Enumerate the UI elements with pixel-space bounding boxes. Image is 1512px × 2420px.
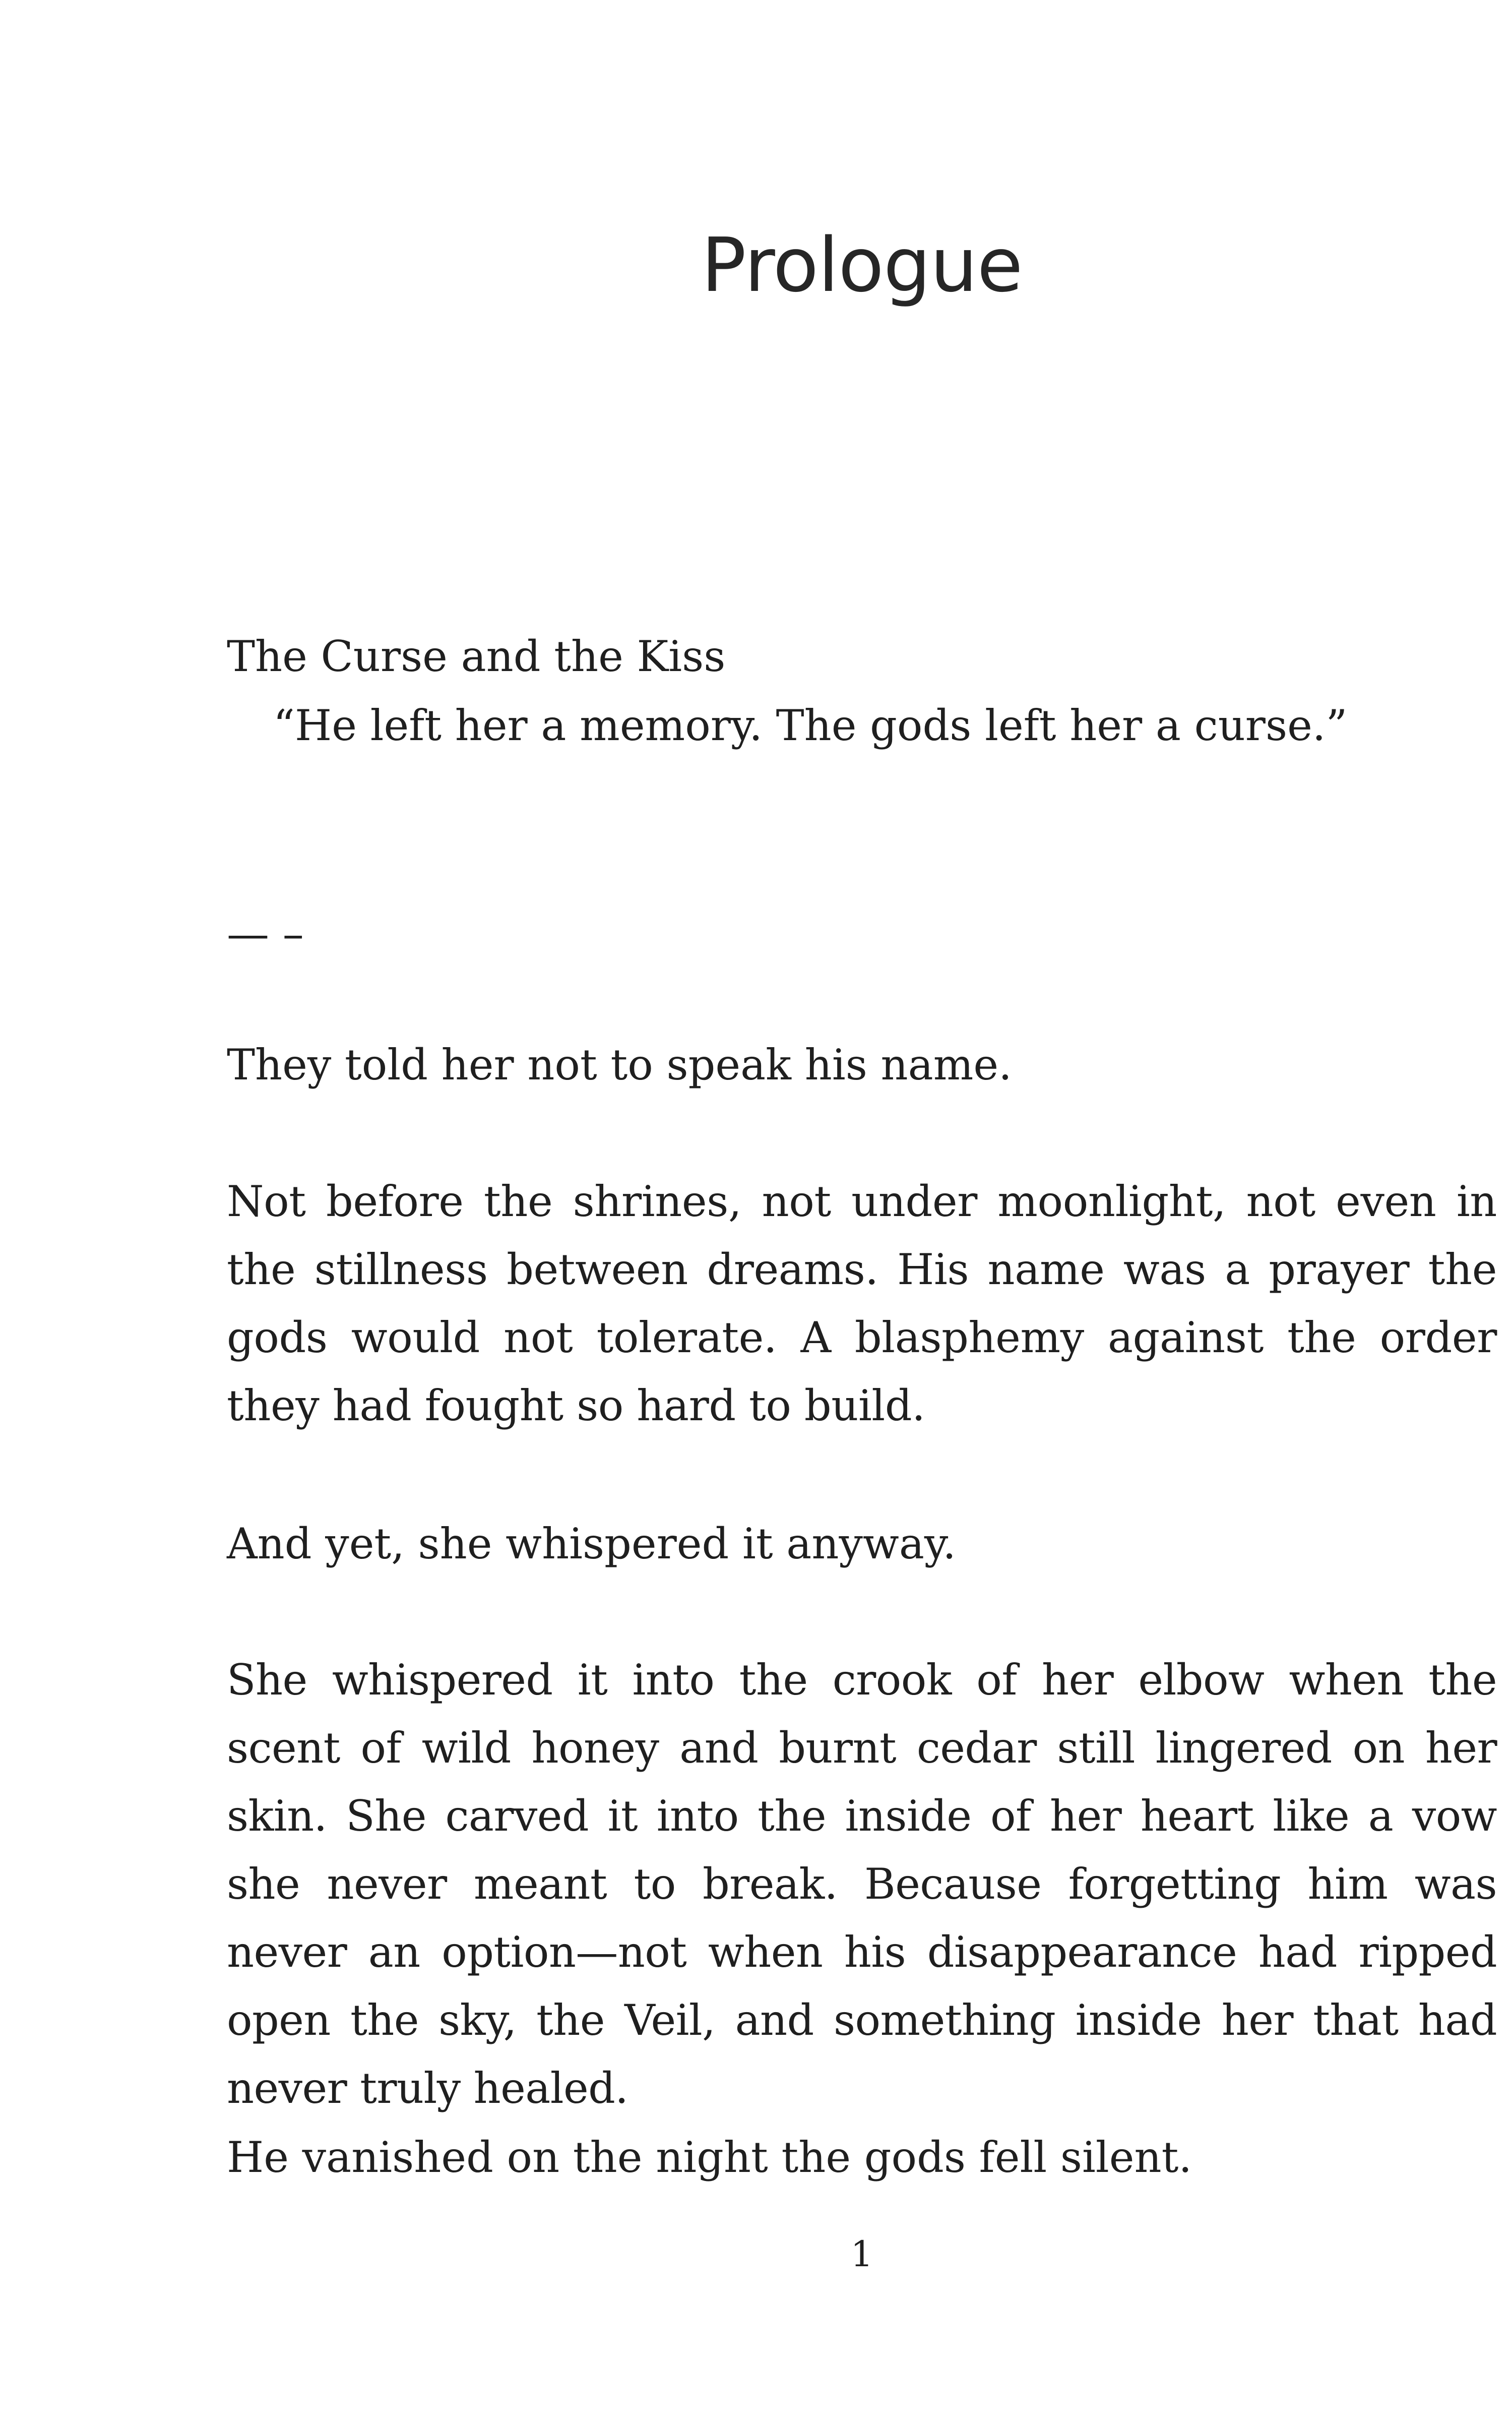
chapter-subtitle: The Curse and the Kiss	[227, 632, 726, 681]
paragraph-4: She whispered it into the crook of her elbow when the scent of wild honey and burnt cedar still lingered on her skin. She carved it into the inside of her heart like a vow she never meant to break. Because forgetting him was never an option—not when his disappearance had ripped open the sky, the Veil, and something inside her that had never truly healed.	[227, 1655, 1497, 2113]
chapter-title: Prologue	[701, 222, 1023, 309]
paragraph-2: Not before the shrines, not under moonlight, not even in the stillness between dreams. His name was a prayer the gods would not tolerate. A blasphemy against the order they had fought so hard to build.	[227, 1177, 1497, 1430]
scene-break: — –	[227, 909, 304, 958]
page-number: 1	[850, 2233, 873, 2275]
paragraph-3: And yet, she whispered it anyway.	[227, 1519, 956, 1568]
paragraph-5: He vanished on the night the gods fell silent.	[227, 2133, 1192, 2182]
epigraph: “He left her a memory. The gods left her a curse.”	[273, 701, 1348, 750]
paragraph-1: They told her not to speak his name.	[227, 1040, 1012, 1090]
